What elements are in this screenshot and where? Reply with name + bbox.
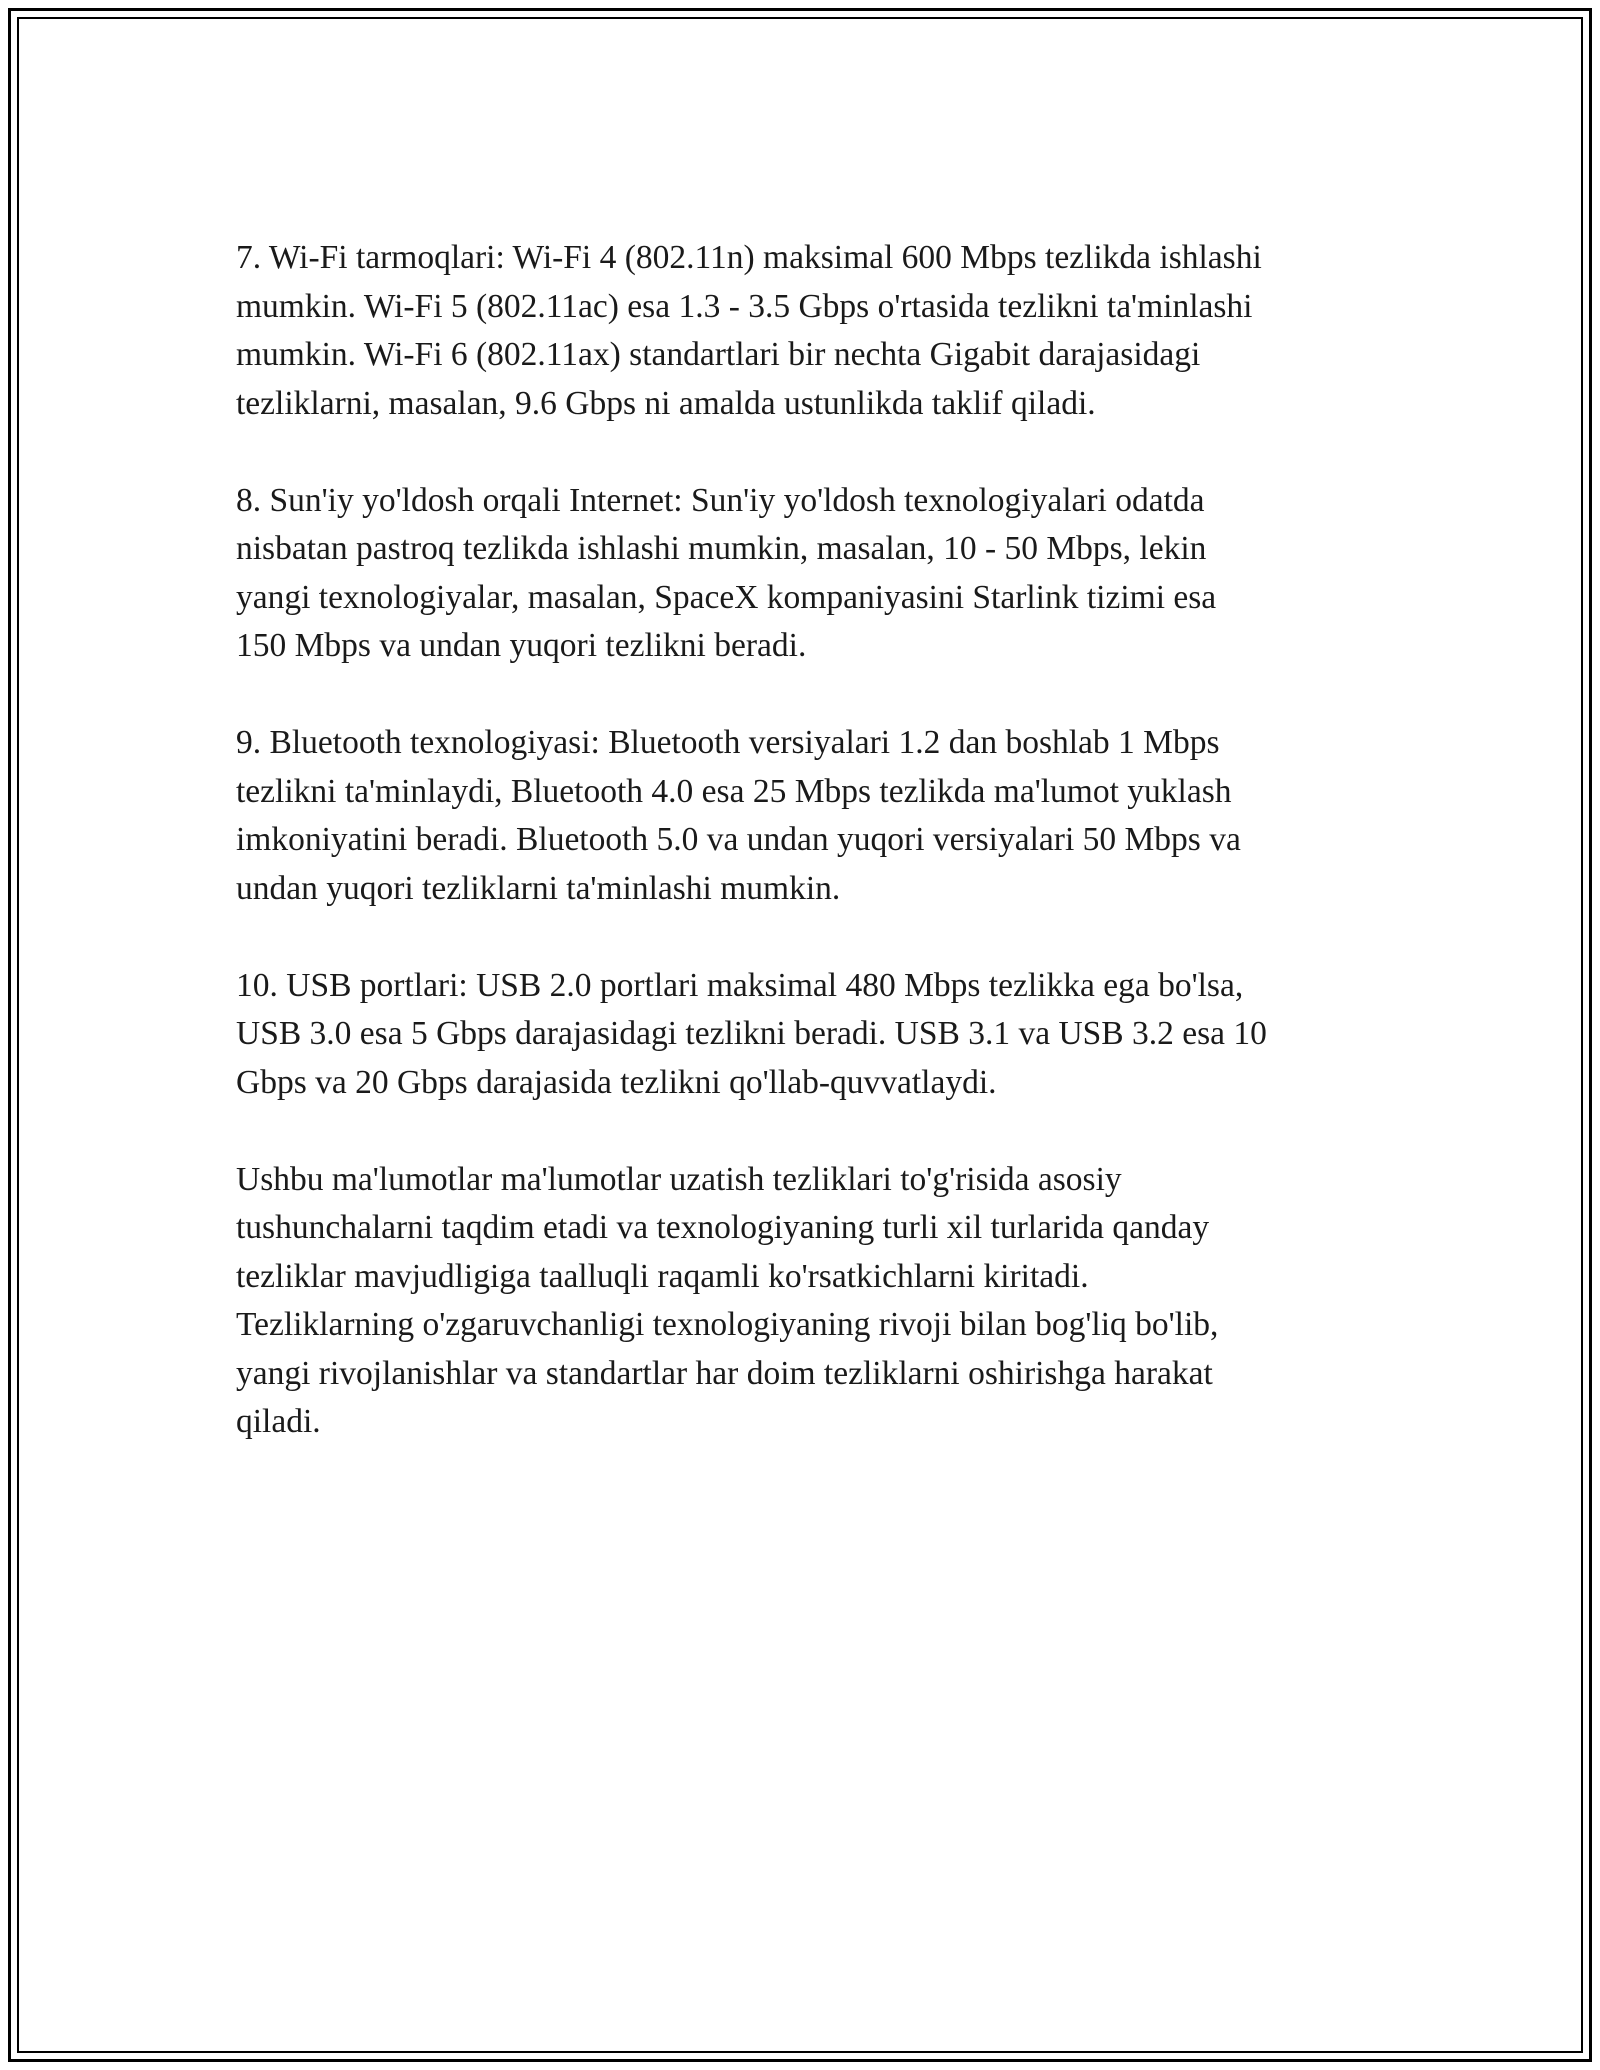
text-line: 7. Wi-Fi tarmoqlari: Wi-Fi 4 (802.11n) maksimal 600 Mbps tezlikda ishlashi [236, 239, 1262, 276]
paragraph-satellite-internet [236, 477, 1376, 671]
text-line: 9. Bluetooth texnologiyasi: Bluetooth versiyalari 1.2 dan boshlab 1 Mbps [236, 724, 1220, 761]
paragraph-wifi [236, 234, 1376, 428]
text-line: 150 Mbps va undan yuqori tezlikni beradi. [236, 627, 807, 664]
text-line: mumkin. Wi-Fi 5 (802.11ac) esa 1.3 - 3.5 Gbps o'rtasida tezlikni ta'minlashi [236, 287, 1253, 325]
paragraph-usb [236, 962, 1376, 1108]
text-line: tezliklarni, masalan, 9.6 Gbps ni amalda ustunlikda taklif qiladi. [236, 384, 1096, 422]
text-line: Ushbu ma'lumotlar ma'lumotlar uzatish tezliklari to'g'risida asosiy [236, 1160, 1122, 1198]
text-line: tezlikni ta'minlaydi, Bluetooth 4.0 esa 25 Mbps tezlikda ma'lumot yuklash [236, 772, 1232, 810]
text-line: undan yuqori tezliklarni ta'minlashi mumkin. [236, 869, 841, 907]
text-line: imkoniyatini beradi. Bluetooth 5.0 va undan yuqori versiyalari 50 Mbps va [236, 821, 1241, 858]
text-line: Tezliklarning o'zgaruvchanligi texnologiyaning rivoji bilan bog'liq bo'lib, [236, 1306, 1219, 1343]
text-line: mumkin. Wi-Fi 6 (802.11ax) standartlari bir nechta Gigabit darajasidagi [236, 336, 1201, 373]
text-line: yangi rivojlanishlar va standartlar har doim tezliklarni oshirishga harakat [236, 1354, 1213, 1392]
paragraph-summary [236, 1156, 1376, 1447]
text-line: yangi texnologiyalar, masalan, SpaceX kompaniyasini Starlink tizimi esa [236, 578, 1217, 616]
text-line: 10. USB portlari: USB 2.0 portlari maksimal 480 Mbps tezlikka ega bo'lsa, [236, 966, 1244, 1004]
text-line: qiladi. [236, 1403, 321, 1440]
text-line: Gbps va 20 Gbps darajasida tezlikni qo'llab-quvvatlaydi. [236, 1063, 997, 1101]
text-line: nisbatan pastroq tezlikda ishlashi mumkin, masalan, 10 - 50 Mbps, lekin [236, 530, 1207, 567]
text-line: tezliklar mavjudligiga taalluqli raqamli ko'rsatkichlarni kiritadi. [236, 1257, 1089, 1295]
paragraph-bluetooth [236, 719, 1376, 913]
document-body [236, 234, 1376, 1495]
text-line: tushunchalarni taqdim etadi va texnologiyaning turli xil turlarida qanday [236, 1209, 1210, 1246]
text-line: USB 3.0 esa 5 Gbps darajasidagi tezlikni beradi. USB 3.1 va USB 3.2 esa 10 [236, 1015, 1267, 1052]
text-line: 8. Sun'iy yo'ldosh orqali Internet: Sun'iy yo'ldosh texnologiyalari odatda [236, 481, 1205, 519]
